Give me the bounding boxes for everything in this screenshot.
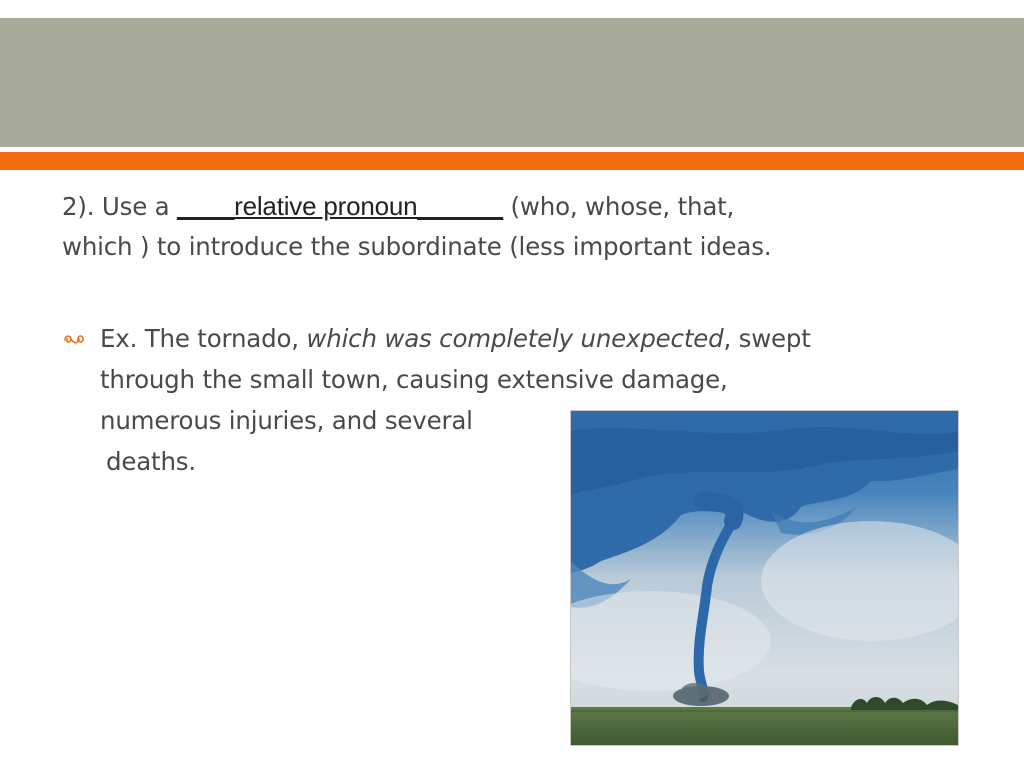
bullet-line1-end: , swept	[723, 324, 811, 353]
tornado-photo	[570, 410, 959, 746]
accent-bar	[0, 152, 1024, 170]
paragraph-prefix: 2). Use a	[62, 192, 178, 221]
swirl-bullet-icon	[62, 318, 92, 359]
bullet-line-3: numerous injuries, and several	[100, 406, 473, 435]
bullet-line1-italic: which was completely unexpected	[306, 324, 724, 353]
paragraph-line2: which ) to introduce the subordinate (less important ideas.	[62, 232, 772, 261]
paragraph-suffix: (who, whose, that,	[502, 192, 735, 221]
paragraph-term: ____relative pronoun______	[177, 191, 503, 221]
bullet-line-4: deaths.	[106, 447, 196, 476]
bullet-line-1	[100, 318, 942, 359]
bullet-line-2: through the small town, causing extensive damage,	[100, 365, 728, 394]
bullet-line1-start: Ex. The tornado,	[100, 324, 307, 353]
header-band	[0, 18, 1024, 147]
main-paragraph	[62, 186, 962, 267]
